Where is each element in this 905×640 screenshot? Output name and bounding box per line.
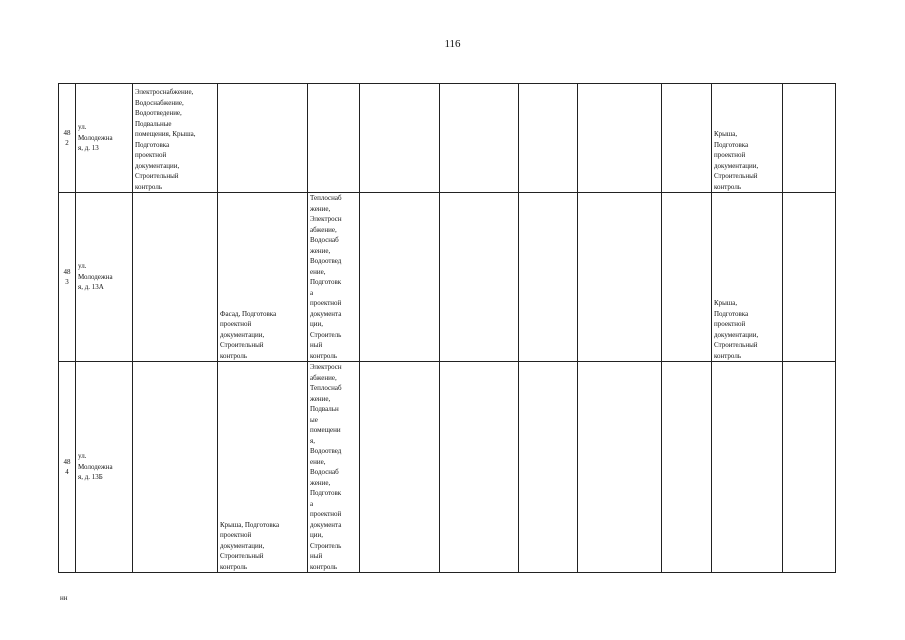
works-cell (712, 362, 783, 573)
works-cell: Электроснабжение, Водоснабжение, Водоотведение, Подвальные помещения, Крыша, Подготовка проектной документации, Строительный контроль (133, 84, 218, 193)
page-number: 116 (444, 38, 461, 50)
works-cell (133, 362, 218, 573)
address-cell: ул. Молодежна я, д. 13Б (76, 362, 133, 573)
empty-cell (519, 84, 578, 193)
table-row (59, 362, 836, 573)
empty-cell (360, 362, 440, 573)
empty-cell (783, 193, 836, 362)
empty-cell (783, 362, 836, 573)
empty-cell (662, 84, 712, 193)
empty-cell (783, 84, 836, 193)
table-row (59, 193, 836, 362)
empty-cell (578, 84, 662, 193)
empty-cell (662, 193, 712, 362)
works-cell: Крыша, Подготовка проектной документации, Строительный контроль (218, 362, 308, 573)
empty-cell (578, 193, 662, 362)
works-cell (308, 84, 360, 193)
empty-cell (440, 84, 519, 193)
empty-cell (360, 84, 440, 193)
works-cell: Фасад, Подготовка проектной документации, Строительный контроль (218, 193, 308, 362)
works-cell: Крыша, Подготовка проектной документации, Строительный контроль (712, 84, 783, 193)
works-cell (133, 193, 218, 362)
row-number: 48 3 (59, 193, 76, 362)
empty-cell (662, 362, 712, 573)
empty-cell (519, 362, 578, 573)
works-cell: Крыша, Подготовка проектной документации, Строительный контроль (712, 193, 783, 362)
repair-schedule-table (58, 83, 836, 573)
table-row (59, 84, 836, 193)
address-cell: ул. Молодежна я, д. 13А (76, 193, 133, 362)
works-cell: Теплоснаб жение, Электросн абжение, Водоснаб жение, Водоотвед ение, Подготовк а проектной документа ции, Строитель ный контроль (308, 193, 360, 362)
works-cell: Электросн абжение, Теплоснаб жение, Подвальн ые помещени я, Водоотвед ение, Водоснаб жение, Подготовк а проектной документа ции, Строитель ный контроль (308, 362, 360, 573)
empty-cell (440, 193, 519, 362)
footer-mark: нн (60, 594, 68, 602)
empty-cell (578, 362, 662, 573)
empty-cell (519, 193, 578, 362)
empty-cell (440, 362, 519, 573)
address-cell: ул. Молодежна я, д. 13 (76, 84, 133, 193)
row-number: 48 2 (59, 84, 76, 193)
works-cell (218, 84, 308, 193)
empty-cell (360, 193, 440, 362)
row-number: 48 4 (59, 362, 76, 573)
